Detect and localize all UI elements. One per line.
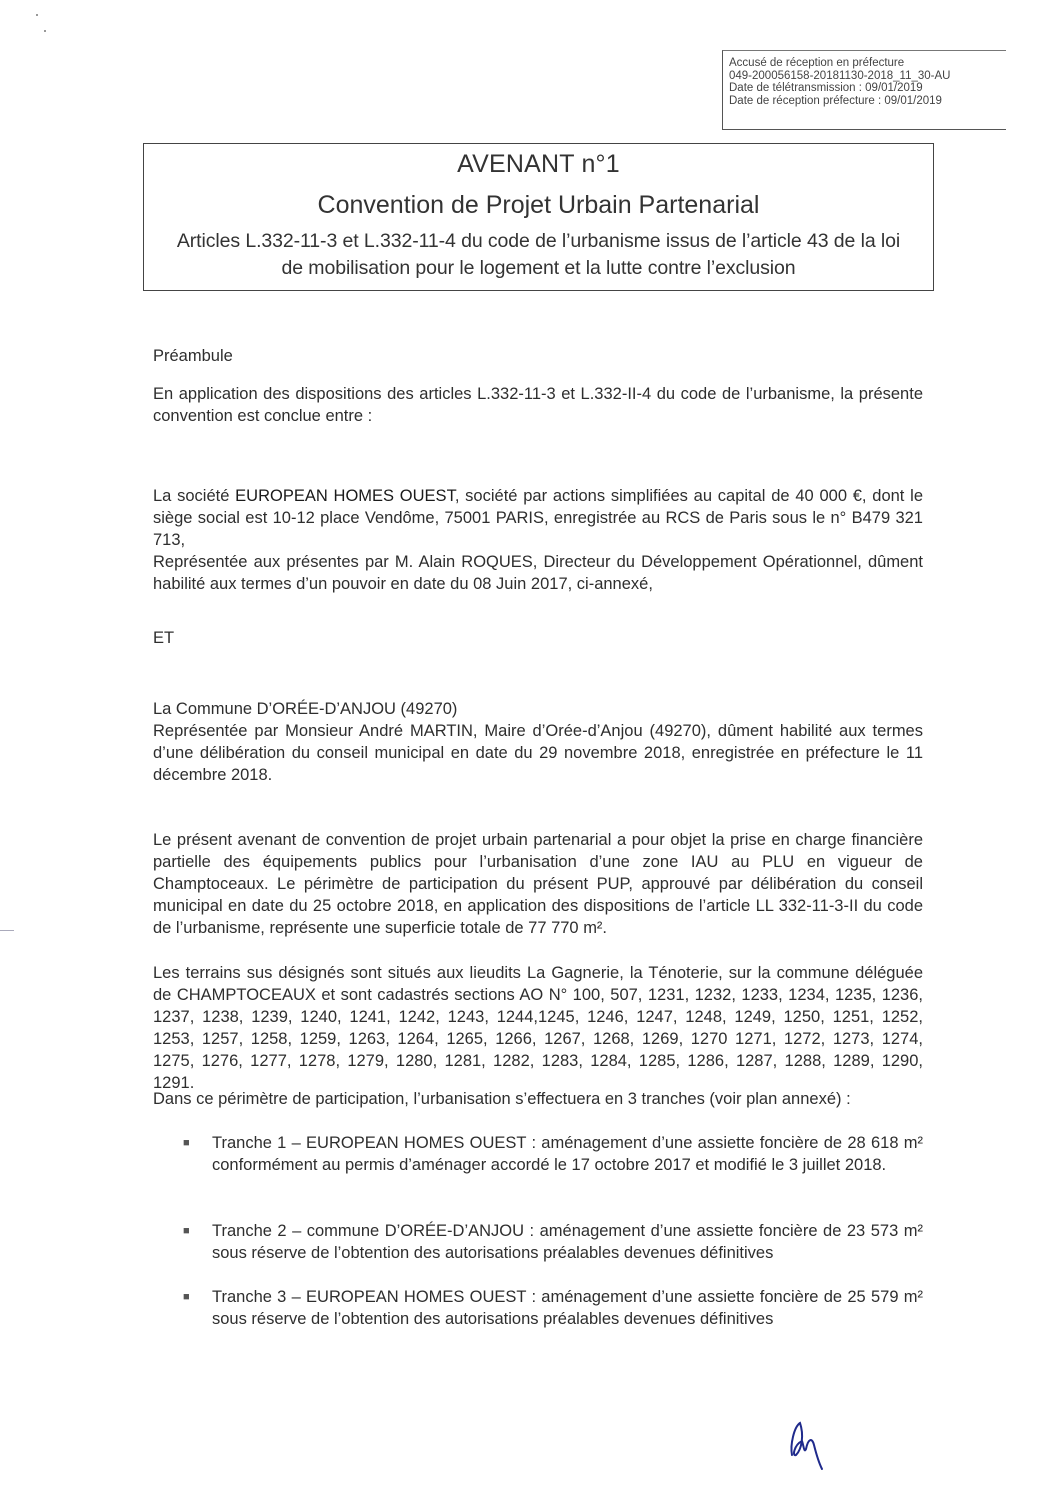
paragraph-parcels: Les terrains sus désignés sont situés aux lieudits La Gagnerie, la Ténoterie, sur la commune déléguée de CHAMPTOCEAUX et sont cadastrés sections AO N° 100, 507, 1231, 1232, 1233, 1234, 1235, 1236, 1237, 1238, 1239, 1240, 1241, 1242, 1243, 1244,1245, 1246, 1247, 1248, 1249, 1250, 1251, 1252, 1253, 1257, 1258, 1259, 1263, 1264, 1265, 1266, 1267, 1268, 1269, 1270 1271, 1272, 1273, 1274, 1275, 1276, 1277, 1278, 1279, 1280, 1281, 1282, 1283, 1284, 1285, 1286, 1287, 1288, 1289, 1290, 1291. [153,964,923,1092]
signature-icon [780,1405,850,1475]
stamp-line: Date de télétransmission : 09/01/2019 [729,82,923,94]
paragraph-tranches-intro: Dans ce périmètre de participation, l’urbanisation s’effectuera en 3 tranches (voir plan annexé) : [153,1090,851,1108]
party-1-details: , société par actions simplifiées au capital de 40 000 €, dont le siège social est 10-12 place Vendôme, 75001 PARIS, enregistrée au RCS de Paris sous le n° B479 321 713, [153,487,923,549]
tranche-text: Tranche 2 – commune D’ORÉE-D’ANJOU : aménagement d’une assiette foncière de 23 573 m² sous réserve de l’obtention des autorisations préalables devenues définitives [212,1222,923,1262]
tranche-text: Tranche 1 – EUROPEAN HOMES OUEST : aménagement d’une assiette foncière de 28 618 m² conformément au permis d’aménager accordé le 17 octobre 2017 et modifié le 3 juillet 2018. [212,1134,923,1174]
party-1-lead: La société [153,487,236,505]
bullet-square-icon: ■ [183,1137,190,1149]
handwritten-initials-signature [780,1405,850,1480]
conjunction-et: ET [153,629,175,647]
tranche-item-2 [183,1220,923,1264]
legal-reference-line-2: de mobilisation pour le logement et la lutte contre l’exclusion [281,257,796,279]
scan-speck [36,14,38,16]
tranche-text: Tranche 3 – EUROPEAN HOMES OUEST : aménagement d’une assiette foncière de 25 579 m² sous réserve de l’obtention des autorisations préalables devenues définitives [212,1288,923,1328]
margin-mark [0,930,14,931]
paragraph-object: Le présent avenant de convention de projet urbain partenarial a pour objet la prise en charge financière partielle des équipements publics pour l’urbanisation d’une zone IAU au PLU en vigueur de Champtoceaux. Le périmètre de participation du présent PUP, approuvé par délibération du conseil municipal en date du 25 octobre 2018, en application des dispositions de l’article LL 332-11-3-II du code de l’urbanisme, représente une superficie totale de 77 770 m². [153,831,923,937]
bullet-square-icon: ■ [183,1225,190,1237]
stamp-line: Date de réception préfecture : 09/01/2019 [729,94,942,107]
bullet-square-icon: ■ [183,1291,190,1303]
party-2-representative: Représentée par Monsieur André MARTIN, Maire d’Orée-d’Anjou (49270), dûment habilité aux termes d’une délibération du conseil municipal en date du 29 novembre 2018, enregistrée en préfecture le 11 décembre 2018. [153,722,923,784]
legal-reference [144,228,933,282]
preamble-heading: Préambule [153,347,233,365]
party-1-representative: Représentée aux présentes par M. Alain ROQUES, Directeur du Développement Opérationnel, dûment habilité aux termes d’un pouvoir en date du 08 Juin 2017, ci-annexé, [153,553,923,593]
tranche-item-1 [183,1132,923,1176]
stamp-line: Accusé de réception en préfecture [729,57,905,69]
scan-speck [44,30,46,32]
legal-reference-line-1: Articles L.332-11-3 et L.332-11-4 du code de l’urbanisme issus de l’article 43 de la loi [176,230,901,252]
document-subtitle: Convention de Projet Urbain Partenarial [317,191,760,219]
preamble-intro: En application des dispositions des articles L.332-11-3 et L.332-II-4 du code de l’urbanisme, la présente convention est conclue entre : [153,385,923,425]
prefecture-receipt-stamp [722,50,1006,130]
stamp-line: 049-200056158-20181130-2018_11_30-AU [729,69,951,82]
document-title: AVENANT n°1 [457,150,620,178]
tranche-item-3 [183,1286,923,1330]
party-1-name: EUROPEAN HOMES OUEST [235,487,455,505]
title-box [143,143,934,291]
party-2-name: La Commune D’ORÉE-D’ANJOU (49270) [153,700,458,718]
party-1-block [153,485,923,595]
party-2-block [153,698,923,786]
